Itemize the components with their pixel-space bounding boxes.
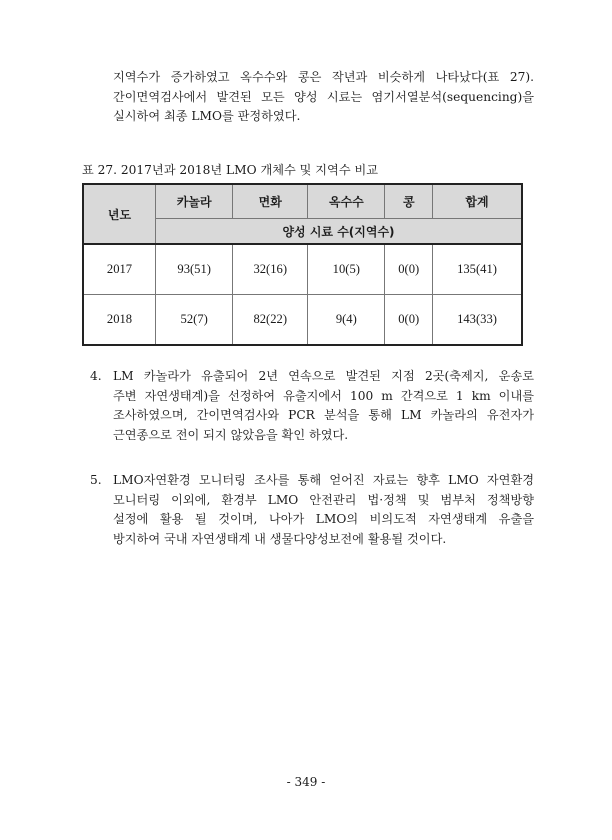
page-number: - 349 -	[286, 775, 326, 789]
value-cell: 135(41)	[433, 244, 522, 295]
intro-line: 간이면역검사에서 발견된 모든 양성 시료는 염기서열분석(sequencing)을	[113, 89, 534, 104]
column-header-total: 합계	[433, 184, 522, 219]
table-caption: 표 27. 2017년과 2018년 LMO 개체수 및 지역수 비교	[82, 163, 379, 177]
table-row	[83, 295, 522, 346]
list-line: LM 카놀라가 유출되어 2년 연속으로 발견된 지점 2곳(축제지, 운송로	[113, 369, 534, 383]
year-cell: 2017	[83, 244, 156, 295]
data-table	[82, 183, 523, 346]
column-header-maize: 옥수수	[308, 184, 385, 219]
value-cell: 52(7)	[156, 295, 233, 346]
list-line: 주변 자연생태계)을 선정하여 유출지에서 100 m 간격으로 1 km 이내를	[113, 388, 534, 403]
list-line: 모니터링 이외에, 환경부 LMO 안전관리 법·정책 및 범부처 정책방향	[113, 492, 534, 507]
year-cell: 2018	[83, 295, 156, 346]
column-header-soybean: 콩	[385, 184, 433, 219]
list-line: 방지하여 국내 자연생태계 내 생물다양성보전에 활용될 것이다.	[113, 531, 447, 546]
column-header-canola: 카놀라	[156, 184, 233, 219]
value-cell: 143(33)	[433, 295, 522, 346]
list-line: LMO자연환경 모니터링 조사를 통해 얻어진 자료는 향후 LMO 자연환경	[113, 473, 534, 487]
value-cell: 0(0)	[385, 244, 433, 295]
list-number: 4.	[90, 369, 102, 383]
list-item	[90, 367, 534, 445]
value-cell: 82(22)	[233, 295, 308, 346]
intro-line: 실시하여 최종 LMO를 판정하였다.	[113, 109, 301, 124]
intro-line: 지역수가 증가하였고 옥수수와 콩은 작년과 비슷하게 나타났다(표 27).	[113, 70, 534, 84]
table-subheader: 양성 시료 수(지역수)	[156, 219, 523, 245]
table-row	[83, 244, 522, 295]
year-header: 년도	[83, 184, 156, 244]
list-line: 설정에 활용 될 것이며, 나아가 LMO의 비의도적 자연생태계 유출을	[113, 512, 534, 527]
list-line: 근연종으로 전이 되지 않았음을 확인 하였다.	[113, 427, 349, 442]
list-number: 5.	[90, 473, 102, 487]
list-line: 조사하였으며, 간이면역검사와 PCR 분석을 통해 LM 카놀라의 유전자가	[113, 408, 534, 423]
value-cell: 93(51)	[156, 244, 233, 295]
value-cell: 9(4)	[308, 295, 385, 346]
value-cell: 0(0)	[385, 295, 433, 346]
list-item	[90, 471, 534, 549]
column-header-cotton: 면화	[233, 184, 308, 219]
value-cell: 32(16)	[233, 244, 308, 295]
value-cell: 10(5)	[308, 244, 385, 295]
intro-paragraph	[113, 68, 534, 127]
